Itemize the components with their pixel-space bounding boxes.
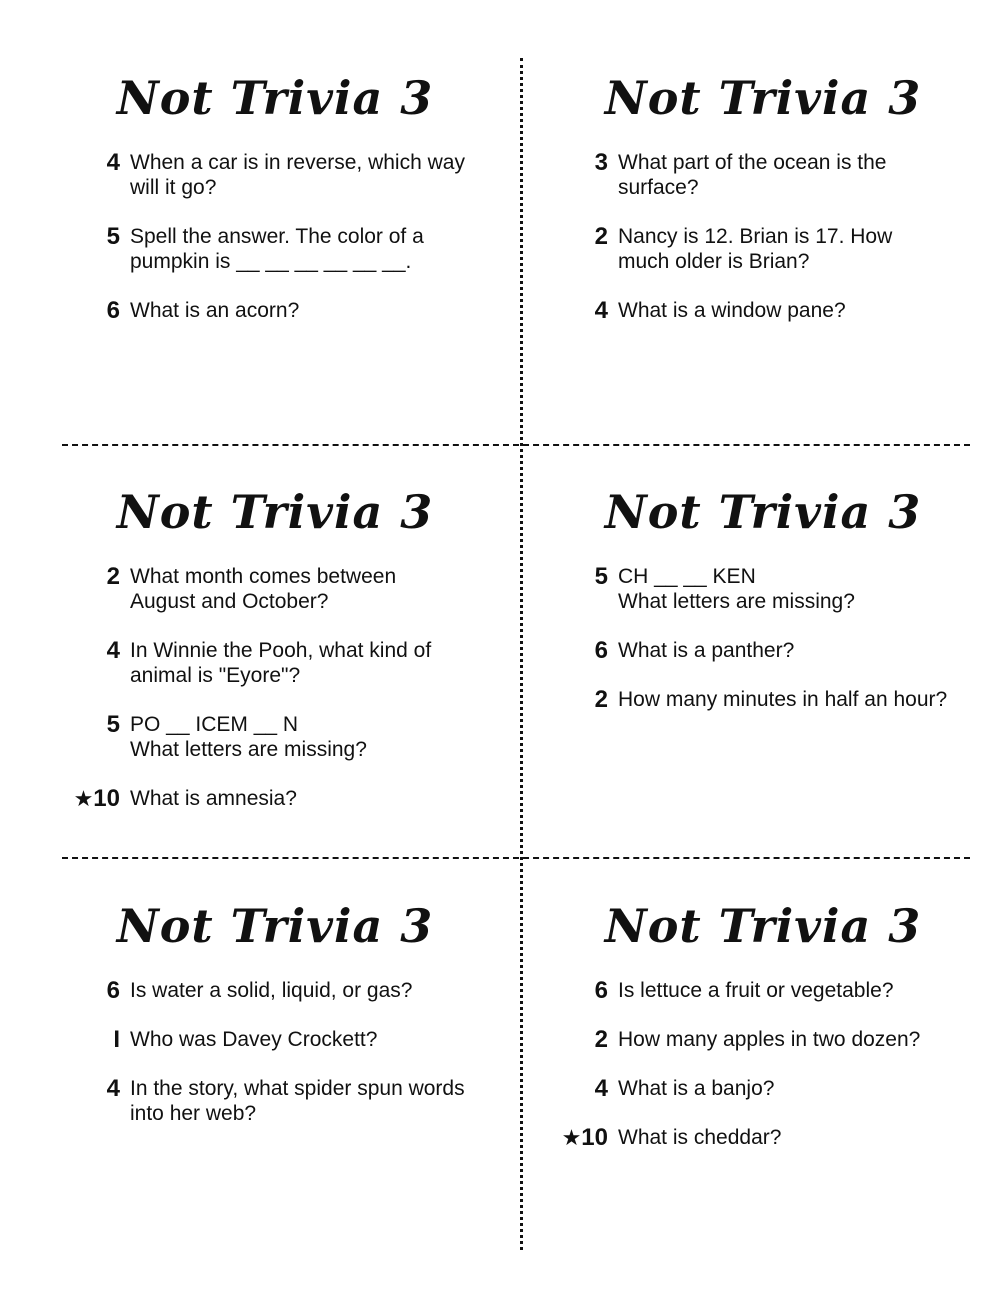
question-text: What is cheddar? (618, 1126, 782, 1149)
question-points: 5 (106, 711, 120, 738)
question-text: Spell the answer. The color of a pumpkin is __ __ __ __ __ __. (130, 225, 424, 273)
card-top-left (60, 68, 490, 347)
question-points: 4 (594, 1075, 608, 1102)
question-points: 6 (106, 297, 120, 324)
question-text: What is amnesia? (130, 787, 297, 810)
question-item (548, 978, 978, 1003)
question-item (60, 298, 490, 323)
question-text: Who was Davey Crockett? (130, 1028, 378, 1051)
question-item (60, 712, 490, 762)
question-item (548, 687, 978, 712)
card-bottom-right (548, 896, 978, 1174)
vertical-cut-line (520, 58, 523, 1250)
card-bottom-left (60, 896, 490, 1150)
question-text: How many apples in two dozen? (618, 1028, 921, 1051)
question-points: 4 (594, 297, 608, 324)
question-points: 2 (594, 686, 608, 713)
question-item (548, 224, 978, 274)
star-icon: ★ (561, 1125, 582, 1150)
question-item (60, 564, 490, 614)
question-item (60, 786, 490, 811)
question-text: What part of the ocean is the surface? (618, 151, 887, 199)
question-points: 5 (106, 223, 120, 250)
card-title: Not Trivia 3 (116, 485, 434, 539)
question-item (60, 1027, 490, 1052)
question-item (548, 1076, 978, 1101)
horizontal-cut-line-top (62, 444, 970, 446)
question-text: What is a banjo? (618, 1077, 775, 1100)
question-points: 5 (594, 563, 608, 590)
question-text: In Winnie the Pooh, what kind of animal is "Eyore"? (130, 639, 432, 687)
card-top-right (548, 68, 978, 347)
question-text: Nancy is 12. Brian is 17. How much older is Brian? (618, 225, 893, 273)
question-points: 2 (594, 1026, 608, 1053)
question-points: ★10 (73, 785, 120, 812)
card-title: Not Trivia 3 (604, 71, 922, 125)
question-text: In the story, what spider spun words into her web? (130, 1077, 465, 1125)
question-points: 2 (594, 223, 608, 250)
question-item (548, 1125, 978, 1150)
question-text: CH __ __ KEN What letters are missing? (618, 565, 855, 613)
question-points: 6 (594, 637, 608, 664)
question-item (548, 638, 978, 663)
question-points: 4 (106, 149, 120, 176)
question-item (548, 298, 978, 323)
question-text: When a car is in reverse, which way will it go? (130, 151, 465, 199)
star-icon: ★ (73, 786, 94, 811)
question-points: 3 (594, 149, 608, 176)
question-text: What is a panther? (618, 639, 795, 662)
question-item (60, 978, 490, 1003)
question-item (60, 150, 490, 200)
card-middle-right (548, 482, 978, 736)
question-text: What month comes between August and October? (130, 565, 397, 613)
horizontal-cut-line-bottom (62, 857, 970, 859)
card-middle-left (60, 482, 490, 835)
question-points: 6 (106, 977, 120, 1004)
question-text: PO __ ICEM __ N What letters are missing? (130, 713, 367, 761)
question-points: 6 (594, 977, 608, 1004)
question-text: Is lettuce a fruit or vegetable? (618, 979, 894, 1002)
question-text: How many minutes in half an hour? (618, 688, 948, 711)
question-points: ★10 (561, 1124, 608, 1151)
card-title: Not Trivia 3 (604, 485, 922, 539)
question-item (548, 564, 978, 614)
question-text: What is a window pane? (618, 299, 846, 322)
question-text: What is an acorn? (130, 299, 300, 322)
card-title: Not Trivia 3 (116, 899, 434, 953)
question-item (548, 150, 978, 200)
question-points: 4 (106, 637, 120, 664)
question-item (548, 1027, 978, 1052)
card-title: Not Trivia 3 (116, 71, 434, 125)
question-points: 4 (106, 1075, 120, 1102)
card-title: Not Trivia 3 (604, 899, 922, 953)
question-item (60, 224, 490, 274)
question-text: Is water a solid, liquid, or gas? (130, 979, 413, 1002)
question-item (60, 1076, 490, 1126)
question-points: I (113, 1026, 120, 1053)
question-points: 2 (106, 563, 120, 590)
question-item (60, 638, 490, 688)
